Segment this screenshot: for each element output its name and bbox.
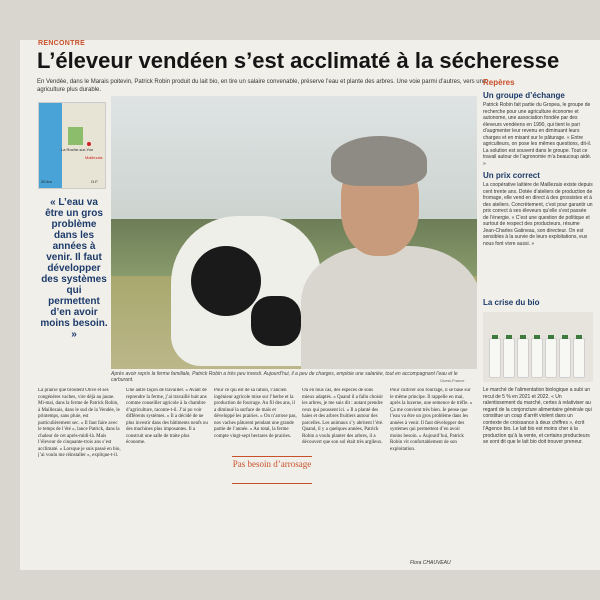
article-standfirst: En Vendée, dans le Marais poitevin, Patrick Robin produit du lait bio, en tire un salaire convenable, préserve l’eau et plante des arbres. Une voie parmi d’autres, vers une agriculture plus durable. — [37, 79, 487, 93]
sidebar-body: Le marché de l’alimentation biologique a subi un recul de 5 % en 2021 et 2022. « Un ralentissement du marché, certes à relativiser au regard de la conjoncture alimentaire générale qui constitue un coup d’arrêt violent dans un contexte de croissance à deux chiffres », écrit l’Agence bio. Le lait bio est moins cher à la production qu’à la vente, et certains producteurs se sont dit que le lait bio doit trouver preneur. — [483, 387, 592, 445]
inset-box-title: Pas besoin d’arrosage — [232, 459, 312, 469]
sidebar-body: La coopérative laitière de Maillezais existe depuis cent trente ans. Dotée d’ateliers de production de fromage, elle vend en direct à des grossistes et à des ateliers. Concrètement, c’est pour garantir un prix correct à ses éleveurs qu’elle s’est passée de l’énergie. « C’est une question de politique et surtout de respect des producteurs, résume Jean-Charles Gatineau, son directeur. On est sensibles à la survie de leurs exploitations, eux nous font vivre aussi. » — [483, 182, 593, 247]
map-label-city: La Roche-sur-Yon — [61, 147, 94, 152]
newspaper-page — [20, 40, 600, 570]
sidebar — [483, 78, 593, 247]
bio-products-photo — [483, 312, 593, 382]
inset-box — [232, 456, 312, 484]
map-land — [62, 103, 105, 188]
sidebar-heading: Un prix correct — [483, 171, 540, 180]
article-column: Pour ce qui est de sa ration, l’ancien ingénieur agricole mise sur l’herbe et la production de fourrage. Au fil des ans, il a diminué la surface de maïs et développé les prairies. « On n’arrose pas, nos vaches pâturent pendant une grande partie de l’année. » Au total, la ferme compte vingt-sept hectares de prairies. — [214, 388, 297, 439]
main-photo — [111, 96, 477, 369]
map-region — [68, 127, 83, 146]
map-marker — [87, 142, 91, 146]
location-map — [38, 102, 106, 189]
photo-cow — [171, 216, 321, 366]
photo-caption: Après avoir repris la ferme familiale, Patrick Robin a très peu investi. Aujourd’hui, il a peu de charges, emploie une salariée, tout en accompagnant l’eau et le carburant. — [111, 371, 458, 383]
sidebar-title: Repères — [483, 78, 515, 87]
sidebar-heading: La crise du bio — [483, 298, 540, 307]
byline: Flora CHAUVEAU — [410, 560, 451, 566]
article-column: Ou en tous cas, des espèces de sons mieux adaptés. « Quand il a fallu choisir les arbres, je me suis dit : autant prendre ceux qui poussent ici. » Il a planté des haies et des arbres fruitiers autour des parcelles. Les animaux s’y abritent l’été. Quand, il y a quelques années, Patrick Robin a voulu planter des arbres, il a découvert que son sol était très argileux. — [302, 388, 384, 445]
article-column: Pour cultiver son fourrage, il se base sur le même principe. Il rappelle en mai, après la luzerne, une semence de trèfle. « Ça me convient très bien. Je pense que l’eau va être un gros problème dans les années à venir. Il faut développer des systèmes qui permettent d’en avoir moins besoin. » Aujourd’hui, Patrick Robin vit confortablement de son exploitation. — [390, 388, 473, 452]
article-column: La prairie que broutent Olive et ses congénères vaches, vire déjà au jaune. Mi-mai, dans la ferme de Patrick Robin, à Maillezais, dans le sud de la Vendée, le printemps, sans pluie, est particulièrement sec. « Il faut faire avec le temps de l’été », lance Patrick, dans la chaleur de cet après-midi-là. Mais l’éleveur de cinquante-trois ans s’est acclimaté. « Lorsque je suis passé en bio, j’ai voulu me réinstaller », explique-t-il. — [38, 388, 121, 458]
map-scale: 20 km — [41, 179, 52, 184]
article-headline: L’éleveur vendéen s’est acclimaté à la sécheresse — [37, 48, 560, 73]
sidebar-body: Patrick Robin fait partie du Gropea, le groupe de recherche pour une agriculture économe et autonome, une association fondée par des éleveurs vendéens en 1990, qui tient le pari d’augmenter leur revenu en diminuant leurs charges et en misant sur le pâturage. « Entre agriculteurs, on pose les mêmes questions, dit-il. La solution est souvent dans le groupe. Tout ce travail autour de l’agronomie m’a beaucoup aidé. » — [483, 102, 592, 167]
article-kicker: RENCONTRE — [38, 40, 86, 47]
pull-quote: « L’eau va être un gros problème dans les années à venir. Il faut développer des systèmes qui permettent d’en avoir moins besoin. » — [40, 197, 108, 340]
photo-credit: Ouest-France — [440, 378, 465, 383]
sidebar-heading: Un groupe d’échange — [483, 91, 565, 100]
photo-farmer — [301, 136, 477, 369]
article-column: Une autre façon de travailler. « Avant de reprendre la ferme, j’ai travaillé huit ans comme conseiller agricole à la chambre d’agriculture, raconte-t-il. J’ai pu voir différents systèmes. » Il a décidé de ne plus investir dans des bâtiments neufs ou des machines plus imposantes. Il a construit une salle de traite plus économe. — [126, 388, 208, 445]
map-credit: O.F. — [91, 179, 99, 184]
map-label-town: Maillezais — [85, 155, 103, 160]
